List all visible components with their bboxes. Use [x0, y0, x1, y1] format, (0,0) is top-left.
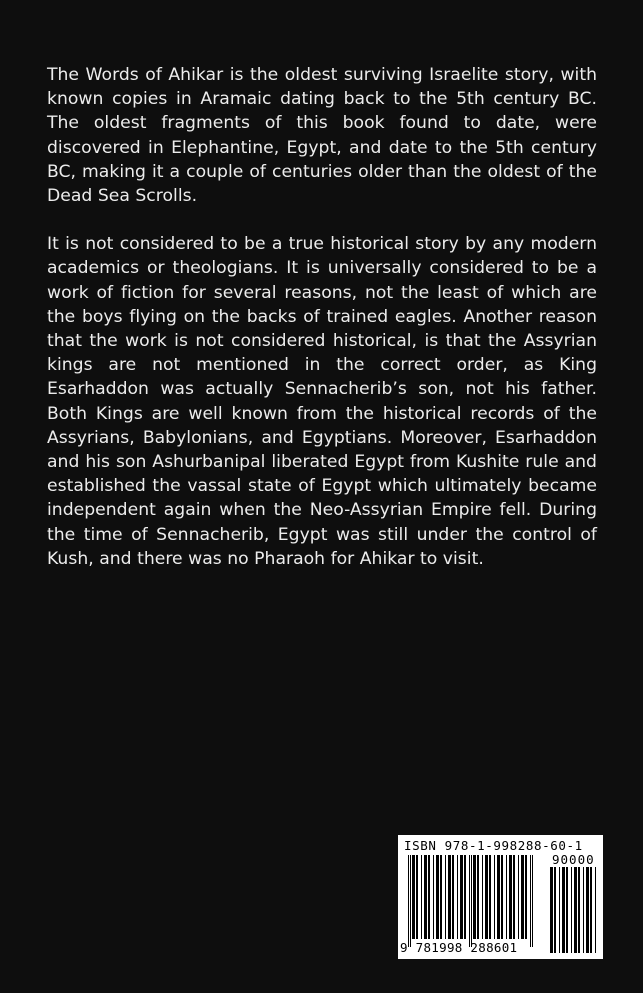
blurb-paragraph-1: The Words of Ahikar is the oldest surviving Israelite story, with known copies in Aramaic dating back to the 5th century BC. The oldest fragments of this book found to date, were discovered in Elephantine, Egypt, and date to the 5th century BC, making it a couple of centuries older than the oldest of the Dead Sea Scrolls. [47, 65, 597, 207]
isbn-digits: 9 781998 288601 [400, 940, 518, 955]
isbn-label: ISBN 978-1-998288-60-1 [404, 838, 583, 853]
isbn-barcode [398, 835, 603, 959]
blurb-paragraph-2: It is not considered to be a true historical story by any modern academics or theologians. It is universally considered to be a work of fiction for several reasons, not the least of which are the boys flying on the backs of trained eagles. Another reason that the work is not considered historical, is that the Assyrian kings are not mentioned in the correct order, as King Esarhaddon was actually Sennacherib’s son, not his father. Both Kings are well known from the historical records of the Assyrians, Babylonians, and Egyptians. Moreover, Esarhaddon and his son Ashurbanipal liberated Egypt from Kushite rule and established the vassal state of Egypt which ultimately became independent again when the Neo-Assyrian Empire fell. During the time of Sennacherib, Egypt was still under the control of Kush, and there was no Pharaoh for Ahikar to visit. [47, 234, 597, 569]
isbn-addon-digits: 90000 [552, 852, 595, 867]
back-cover-blurb [47, 63, 597, 595]
